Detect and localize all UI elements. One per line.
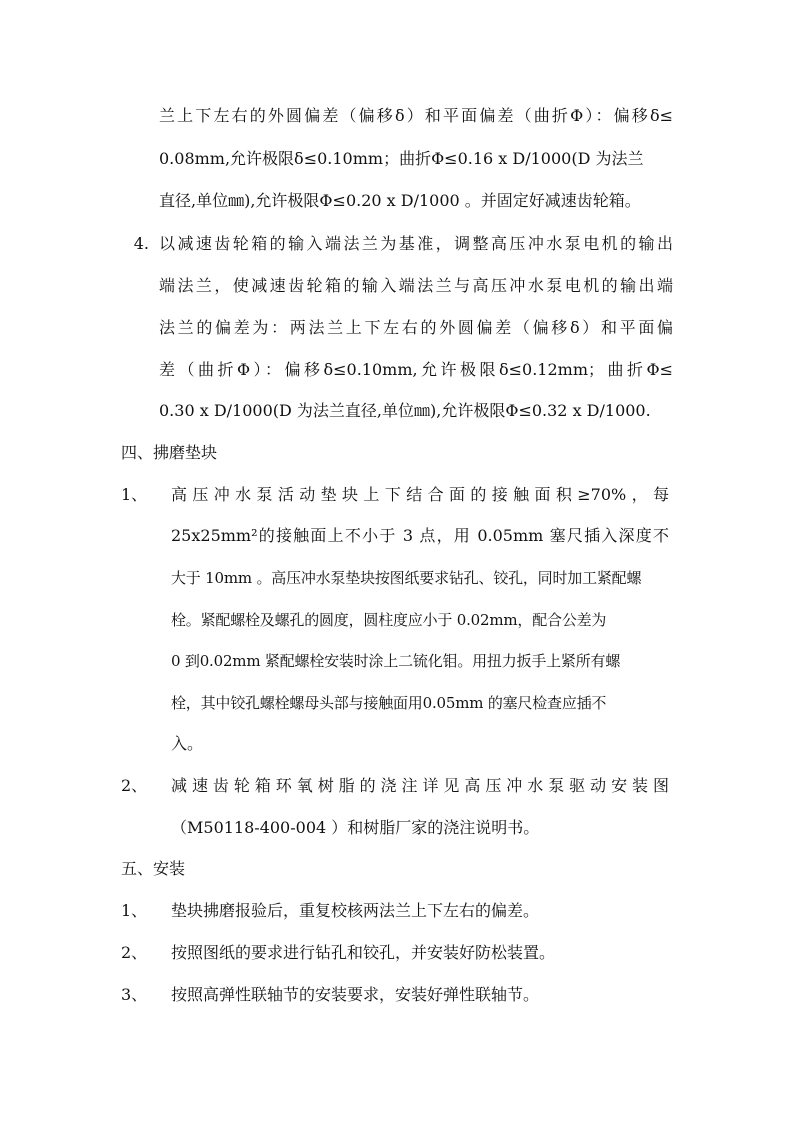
item-number: 2、 — [121, 776, 148, 795]
paragraph-line: 0.30 x D/1000(D 为法兰直径,单位㎜),允许极限Φ≤0.32 x D/1000. — [159, 401, 651, 420]
item-number: 2、 — [121, 943, 148, 962]
paragraph-line: 减速齿轮箱环氧树脂的浇注详见高压冲水泵驱动安装图 — [171, 776, 669, 795]
item-number: 1、 — [121, 485, 148, 504]
paragraph-line: （M50118-400-004 ）和树脂厂家的浇注说明书。 — [171, 818, 540, 837]
section-heading: 四、拂磨垫块 — [121, 443, 218, 462]
paragraph-line: 入。 — [171, 734, 204, 753]
paragraph-line: 兰上下左右的外圆偏差（偏移δ）和平面偏差（曲折Φ）：偏移δ≤ — [159, 106, 673, 125]
paragraph-line: 栓，其中铰孔螺栓螺母头部与接触面用0.05mm 的塞尺检查应插不 — [171, 694, 607, 712]
item-number: 1、 — [121, 901, 148, 920]
paragraph-line: 0.08mm,允许极限δ≤0.10mm；曲折Φ≤0.16 x D/1000(D 为法兰 — [159, 149, 644, 168]
paragraph-line: 大于 10mm 。高压冲水泵垫块按图纸要求钻孔、铰孔，同时加工紧配螺 — [171, 569, 642, 587]
section-heading: 五、安装 — [121, 859, 186, 878]
paragraph-line: 法兰的偏差为：两法兰上下左右的外圆偏差（偏移δ）和平面偏 — [159, 318, 673, 337]
paragraph-line: 0 到0.02mm 紧配螺栓安装时涂上二锍化钼。用扭力扳手上紧所有螺 — [171, 652, 621, 670]
paragraph-line: 25x25mm²的接触面上不小于 3 点，用 0.05mm 塞尺插入深度不 — [171, 526, 669, 545]
item-number: 4. — [133, 234, 149, 253]
paragraph-line: 差（曲折Φ）：偏移δ≤0.10mm,允许极限δ≤0.12mm；曲折Φ≤ — [159, 360, 673, 379]
paragraph-line: 垫块拂磨报验后，重复校核两法兰上下左右的偏差。 — [171, 901, 540, 920]
item-number: 3、 — [121, 985, 148, 1004]
paragraph-line: 端法兰，使减速齿轮箱的输入端法兰与高压冲水泵电机的输出端 — [159, 276, 673, 295]
paragraph-line: 按照高弹性联轴节的安装要求，安装好弹性联轴节。 — [171, 985, 540, 1004]
paragraph-line: 栓。紧配螺栓及螺孔的圆度，圆柱度应小于 0.02mm，配合公差为 — [171, 611, 607, 629]
paragraph-line: 按照图纸的要求进行钻孔和铰孔，并安装好防松装置。 — [171, 943, 556, 962]
paragraph-line: 以减速齿轮箱的输入端法兰为基准，调整高压冲水泵电机的输出 — [159, 234, 673, 253]
paragraph-line: 直径,单位㎜),允许极限Φ≤0.20 x D/1000 。并固定好减速齿轮箱。 — [159, 191, 641, 210]
paragraph-line: 高压冲水泵活动垫块上下结合面的接触面积≥70%，每 — [171, 485, 669, 504]
